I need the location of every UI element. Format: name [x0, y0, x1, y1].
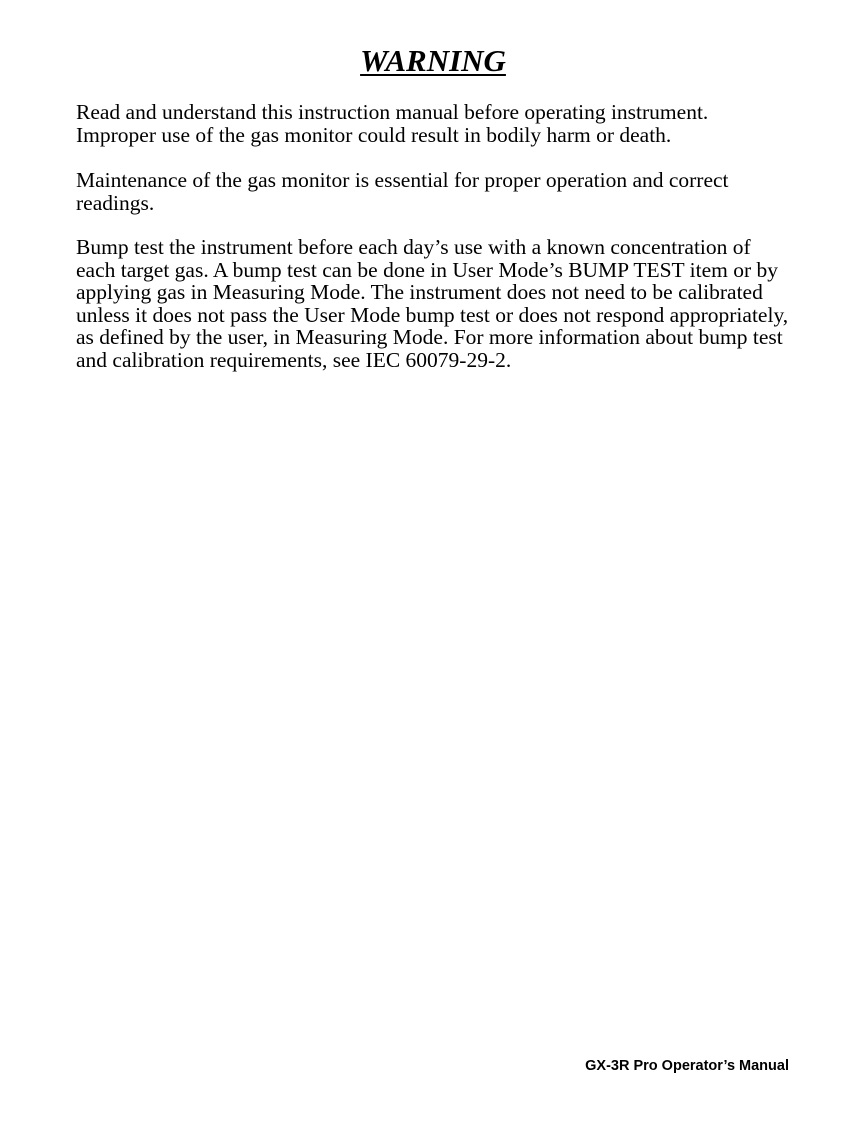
- warning-paragraph-maintenance: Maintenance of the gas monitor is essential for proper operation and correct readings.: [76, 168, 729, 215]
- page-footer: GX-3R Pro Operator’s Manual: [585, 1058, 789, 1074]
- page-title: WARNING: [360, 43, 506, 78]
- warning-paragraph-read-manual: Read and understand this instruction manual before operating instrument. Improper use of the gas monitor could result in bodily harm or death.: [76, 100, 709, 147]
- warning-paragraph-bump-test: Bump test the instrument before each day’s use with a known concentration of each target gas. A bump test can be done in User Mode’s BUMP TEST item or by applying gas in Measuring Mode. The instrument does not need to be calibrated unless it does not pass the User Mode bump test or does not respond appropriately, as defined by the user, in Measuring Mode. For more information about bump test and calibration requirements, see IEC 60079-29-2.: [76, 235, 789, 372]
